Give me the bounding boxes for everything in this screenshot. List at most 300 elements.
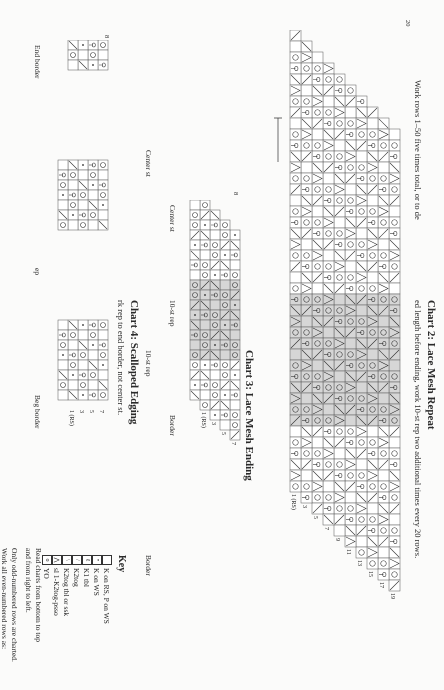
key-item [72,555,82,624]
chart2-cell [389,393,400,404]
chart2-cell [312,316,323,327]
chart2-cell [389,580,400,591]
chart2-cell [323,492,334,503]
chart2-cell [301,404,312,415]
chart2-cell [345,283,356,294]
key-item [82,555,92,624]
chart2-cell [345,294,356,305]
chart2-cell [323,118,334,129]
chart2-cell [345,140,356,151]
chart2-cell [389,371,400,382]
chart2-cell [334,173,345,184]
chart2-cell [312,305,323,316]
chart2-cell [312,382,323,393]
chart3-cell [230,420,240,430]
chart2-cell [334,118,345,129]
chart3-cell [220,400,230,410]
chart3-cell [200,220,210,230]
chart2-row-number: 19 [389,593,395,599]
chart2-row-number: 3 [301,505,307,508]
chart2-cell [356,448,367,459]
chart2-cell [356,514,367,525]
chart2-cell [323,349,334,360]
chart2-cell [378,184,389,195]
chart3-cell [220,370,230,380]
chart3-cell [220,280,230,290]
chart4-cell [88,370,98,380]
chart2-cell [356,426,367,437]
chart2-cell [323,382,334,393]
chart2-cell [378,338,389,349]
chart2-cell [301,162,312,173]
chart2-cell [389,206,400,217]
chart3-cell [190,210,200,220]
chart2-cell [301,206,312,217]
chart4-cell [58,210,68,220]
chart4-cell [68,190,78,200]
chart4-cell [88,160,98,170]
chart4-cell [98,170,108,180]
key-label: K1 tbl [82,568,92,587]
chart2-cell [290,360,301,371]
chart2-cell [367,305,378,316]
chart3-cell [200,350,210,360]
chart2-cell [389,481,400,492]
chart2-cell [312,162,323,173]
chart2-cell [312,96,323,107]
chart2-cell [290,184,301,195]
chart2-cell [356,525,367,536]
chart3-cell [230,400,240,410]
chart2-cell [367,470,378,481]
chart4-cell [88,60,98,70]
chart2-rep-label: 10-st rep [144,350,153,377]
key-label: K2tog [72,568,82,587]
chart3-cell [200,330,210,340]
chart2-cell [389,437,400,448]
chart2-cell [323,239,334,250]
chart2-cell [290,30,301,41]
key-label: sl 1-K2tog-psso [52,568,62,616]
chart2-cell [367,360,378,371]
chart2-cell [301,41,312,52]
chart4-cell [58,180,68,190]
key-label: K2tog tbl or ssk [62,568,72,617]
chart2-bracket [274,118,282,162]
chart4-cell [68,330,78,340]
chart3-cell [220,250,230,260]
chart2-cell [312,206,323,217]
chart2-cell [356,129,367,140]
chart2-cell [323,151,334,162]
chart3-cell [220,260,230,270]
chart4-cell [98,350,108,360]
chart4-cell [68,200,78,210]
chart2-cell [367,118,378,129]
chart2-cell [345,85,356,96]
chart2-cell [356,173,367,184]
chart2-cell [290,404,301,415]
chart2-cell [378,162,389,173]
chart2-cell [323,481,334,492]
chart3-cell [230,230,240,240]
chart4-end-border-label: End border [33,45,42,79]
chart2-cell [334,250,345,261]
chart2-cell [345,448,356,459]
key-label: K on WS [92,568,102,596]
chart2-cell [356,206,367,217]
chart3-cell [210,390,220,400]
chart2-cell [290,41,301,52]
chart2-cell [356,184,367,195]
chart2-cell [334,228,345,239]
chart2-cell [378,294,389,305]
chart2-cell [378,525,389,536]
chart4-cell [78,340,88,350]
chart3-cell [190,310,200,320]
chart3-cell [230,370,240,380]
chart2-cell [312,140,323,151]
chart2-cell [345,415,356,426]
key-title: Key [116,555,127,573]
chart2-cell [356,107,367,118]
chart2-cell [290,349,301,360]
chart4-cell [58,160,68,170]
chart4-cell [98,50,108,60]
chart3-row-number: 3 [210,422,216,425]
chart2-cell [301,217,312,228]
chart3-cell [190,330,200,340]
key-label: YO [42,568,52,579]
chart2-cell [334,239,345,250]
chart2-cell [323,294,334,305]
chart3-cell [190,380,200,390]
chart2-cell [312,283,323,294]
chart2-cell [301,459,312,470]
chart2-cell [389,558,400,569]
chart2-cell [389,217,400,228]
chart3-cell [200,260,210,270]
chart4-cell [78,390,88,400]
chart2-cell [367,239,378,250]
chart4-cell [88,320,98,330]
chart3-cell [210,370,220,380]
chart3-cell [190,230,200,240]
chart2-cell [290,195,301,206]
chart4-cell [68,210,78,220]
chart2-cell [301,437,312,448]
chart2-cell [356,481,367,492]
chart2-cell [356,536,367,547]
chart2-cell [290,283,301,294]
chart2-cell [290,371,301,382]
chart2-row-number: 1 (RS) [290,494,296,510]
chart4-cell [58,360,68,370]
chart2-cell [367,294,378,305]
chart2-cell [345,525,356,536]
chart3-row-number: 1 (RS) [200,412,206,428]
chart2-cell [301,228,312,239]
key-item [52,555,62,624]
chart2-cell [389,316,400,327]
chart3-cell [230,260,240,270]
chart2-cell [290,448,301,459]
chart3-cell [200,280,210,290]
chart2-cell [290,338,301,349]
chart2-cell [367,107,378,118]
chart2-cell [301,492,312,503]
chart4-cell [98,390,108,400]
chart3-cell [210,400,220,410]
chart2-cell [334,85,345,96]
chart2-cell [389,503,400,514]
chart3-cell [200,340,210,350]
chart2-cell [334,107,345,118]
chart4-row-8: 8 [103,35,110,39]
chart2-cell [356,360,367,371]
chart2-cell [323,173,334,184]
chart3-cell [210,290,220,300]
chart4-cell [98,330,108,340]
chart2-cell [367,404,378,415]
chart2-cell [378,261,389,272]
chart2-cell [367,415,378,426]
chart4-cell [68,160,78,170]
chart2-cell [334,448,345,459]
key-symbol-icon: / [72,555,82,565]
chart3-cell [210,340,220,350]
chart2-cell [378,283,389,294]
chart2-cell [334,514,345,525]
chart3-cell [200,240,210,250]
chart3-cell [200,250,210,260]
key-item [92,555,102,624]
chart3-cell [190,350,200,360]
chart2-cell [334,129,345,140]
chart2-cell [312,250,323,261]
chart2-cell [378,118,389,129]
chart2-cell [367,382,378,393]
chart2-cell [334,305,345,316]
chart4-cell [88,220,98,230]
chart2-cell [312,272,323,283]
chart2-cell [378,272,389,283]
chart3-cell [190,390,200,400]
chart2-cell [345,173,356,184]
key-item [62,555,72,624]
chart2-cell [389,272,400,283]
chart3-cell [230,250,240,260]
chart2-cell [334,195,345,206]
chart2-cell [323,470,334,481]
chart2-cell [356,349,367,360]
chart4-cell [68,170,78,180]
chart3-cell [210,350,220,360]
chart2-cell [356,118,367,129]
key-symbol-icon: ℓ [82,555,92,565]
chart4-cell [78,220,88,230]
chart2-cell [290,162,301,173]
chart2-cell [323,74,334,85]
chart2-cell [378,448,389,459]
chart2-cell [356,371,367,382]
chart4-cell [98,220,108,230]
chart3-cell [230,360,240,370]
chart3-cell [220,420,230,430]
chart2-row-number: 9 [334,538,340,541]
chart2-cell [345,184,356,195]
chart2-cell [301,74,312,85]
chart3-cell [200,310,210,320]
chart2-cell [345,151,356,162]
chart2-cell [290,382,301,393]
chart2-cell [378,217,389,228]
chart4-cell [88,190,98,200]
chart2-cell [389,547,400,558]
chart2-cell [389,525,400,536]
chart3-cell [210,380,220,390]
chart2-cell [356,151,367,162]
chart2-cell [301,85,312,96]
chart2-cell [323,360,334,371]
chart2-cell [312,426,323,437]
chart2-cell [356,96,367,107]
chart2-cell [345,382,356,393]
chart2-cell [378,151,389,162]
chart2-cell [312,360,323,371]
chart2-cell [367,250,378,261]
chart2-cell [301,360,312,371]
chart2-cell [323,107,334,118]
chart4-cell [98,360,108,370]
chart2-cell [356,162,367,173]
chart3-cell [200,290,210,300]
chart2-cell [301,470,312,481]
chart2-cell [323,393,334,404]
chart2-cell [389,239,400,250]
chart3-grid [174,200,244,460]
chart2-cell [312,349,323,360]
chart2-cell [290,52,301,63]
chart2-cell [356,437,367,448]
chart2-cell [367,448,378,459]
chart2-cell [389,536,400,547]
chart2-cell [345,481,356,492]
chart2-cell [345,239,356,250]
chart2-cell [301,382,312,393]
chart4-cell [88,360,98,370]
chart2-cell [301,195,312,206]
chart2-cell [345,118,356,129]
chart2-cell [312,459,323,470]
chart3-cell [230,410,240,420]
chart2-cell [301,96,312,107]
chart3-cell [190,250,200,260]
chart4-cell [68,50,78,60]
chart2-cell [378,459,389,470]
chart2-cell [356,547,367,558]
chart3-cell [220,300,230,310]
chart2-cell [301,448,312,459]
chart2-cell [389,415,400,426]
chart2-cell [334,470,345,481]
chart2-cell [323,184,334,195]
chart3-cell [200,400,210,410]
chart4-cell [58,170,68,180]
chart2-cell [378,492,389,503]
chart2-cell [367,272,378,283]
chart3-cell [190,260,200,270]
chart4-cell [78,370,88,380]
chart2-cell [378,173,389,184]
chart2-cell [312,371,323,382]
chart2-cell [345,492,356,503]
chart2-cell [378,195,389,206]
chart2-border-label: Border [144,555,153,576]
chart3-cell [230,350,240,360]
chart2-cell [389,129,400,140]
chart2-cell [290,316,301,327]
chart2-cell [356,140,367,151]
chart2-cell [345,371,356,382]
chart2-cell [367,129,378,140]
chart2-cell [323,129,334,140]
chart4-cell [98,190,108,200]
chart2-cell [301,349,312,360]
chart2-cell [323,272,334,283]
chart2-cell [378,415,389,426]
chart2-cell [389,338,400,349]
key-list [42,555,112,624]
chart2-cell [290,426,301,437]
chart3-cell [190,290,200,300]
chart2-cell [312,327,323,338]
chart3-cell [220,390,230,400]
chart2-cell [389,349,400,360]
chart2-cell [378,393,389,404]
chart4-grid [44,40,114,440]
chart3-cell [190,200,200,210]
chart4-title: Chart 4: Scalloped Edging [128,300,140,425]
chart3-cell [210,220,220,230]
chart2-cell [378,305,389,316]
chart2-cell [345,305,356,316]
chart3-cell [200,390,210,400]
chart2-cell [389,470,400,481]
chart4-row-number: 7 [98,410,104,413]
chart2-subtitle-right: ed length before ending, work 10-st rep two additional times every 20 rows. [413,300,423,559]
chart2-cell [290,261,301,272]
chart3-cell [210,210,220,220]
chart2-cell [312,448,323,459]
chart2-cell [312,118,323,129]
chart2-cell [312,503,323,514]
chart2-cell [323,228,334,239]
chart2-cell [323,261,334,272]
chart2-cell [323,415,334,426]
chart2-cell [378,327,389,338]
chart2-cell [345,272,356,283]
chart2-cell [356,404,367,415]
key-symbol-icon [102,555,112,565]
chart3-cell [210,360,220,370]
chart2-cell [356,492,367,503]
chart2-cell [323,162,334,173]
chart2-cell [345,349,356,360]
chart2-cell [389,294,400,305]
chart3-cell [190,220,200,230]
chart2-cell [323,503,334,514]
